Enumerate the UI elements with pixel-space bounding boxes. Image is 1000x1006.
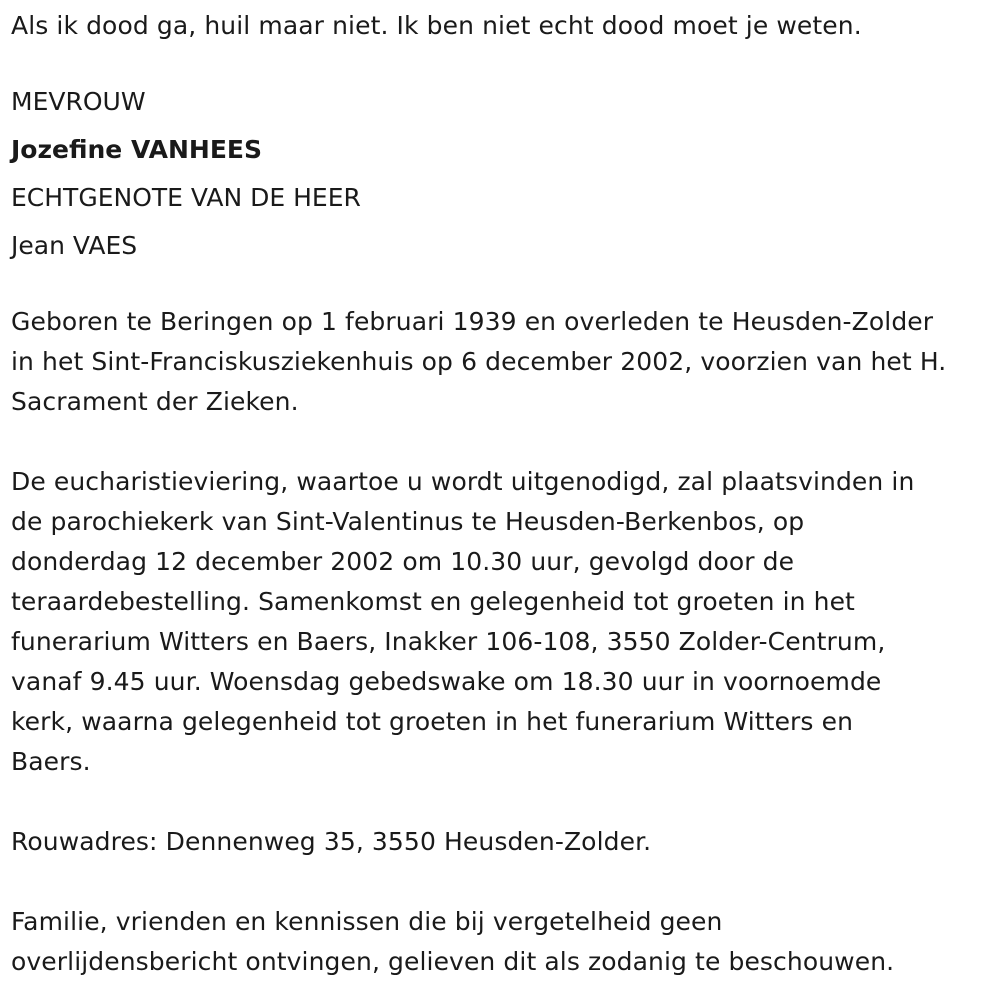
spacer (11, 862, 996, 902)
deceased-name: Jozefine VANHEES (11, 135, 262, 164)
paragraph-line: overlijdensbericht ontvingen, gelieven dit als zodanig te beschouwen. (11, 947, 895, 976)
relation-label: ECHTGENOTE VAN DE HEER (11, 183, 361, 212)
paragraph-line: De eucharistieviering, waartoe u wordt uitgenodigd, zal plaatsvinden in (11, 467, 915, 496)
spacer (11, 782, 996, 822)
paragraph-line: teraardebestelling. Samenkomst en gelegenheid tot groeten in het (11, 587, 855, 616)
paragraph-line: funerarium Witters en Baers, Inakker 106-108, 3550 Zolder-Centrum, (11, 627, 886, 656)
obituary-document (11, 0, 996, 982)
paragraph-line: Geboren te Beringen op 1 februari 1939 en overleden te Heusden-Zolder (11, 307, 934, 336)
paragraph-line: de parochiekerk van Sint-Valentinus te Heusden-Berkenbos, op (11, 507, 805, 536)
paragraph-line: in het Sint-Franciskusziekenhuis op 6 december 2002, voorzien van het H. (11, 347, 947, 376)
spouse-name: Jean VAES (11, 231, 138, 260)
paragraph-line: donderdag 12 december 2002 om 10.30 uur, gevolgd door de (11, 547, 795, 576)
title-prefix: MEVROUW (11, 87, 146, 116)
closing-paragraph (11, 902, 996, 982)
birth-paragraph (11, 302, 996, 422)
opening-quote: Als ik dood ga, huil maar niet. Ik ben niet echt dood moet je weten. (11, 11, 862, 40)
paragraph-line: kerk, waarna gelegenheid tot groeten in het funerarium Witters en (11, 707, 854, 736)
spacer (11, 46, 996, 78)
mourning-address: Rouwadres: Dennenweg 35, 3550 Heusden-Zolder. (11, 827, 652, 856)
paragraph-line: vanaf 9.45 uur. Woensdag gebedswake om 18.30 uur in voornoemde (11, 667, 882, 696)
ceremony-paragraph (11, 462, 996, 782)
spacer (11, 422, 996, 462)
paragraph-line: Familie, vrienden en kennissen die bij vergetelheid geen (11, 907, 723, 936)
spacer (11, 270, 996, 302)
paragraph-line: Sacrament der Zieken. (11, 387, 299, 416)
paragraph-line: Baers. (11, 747, 91, 776)
